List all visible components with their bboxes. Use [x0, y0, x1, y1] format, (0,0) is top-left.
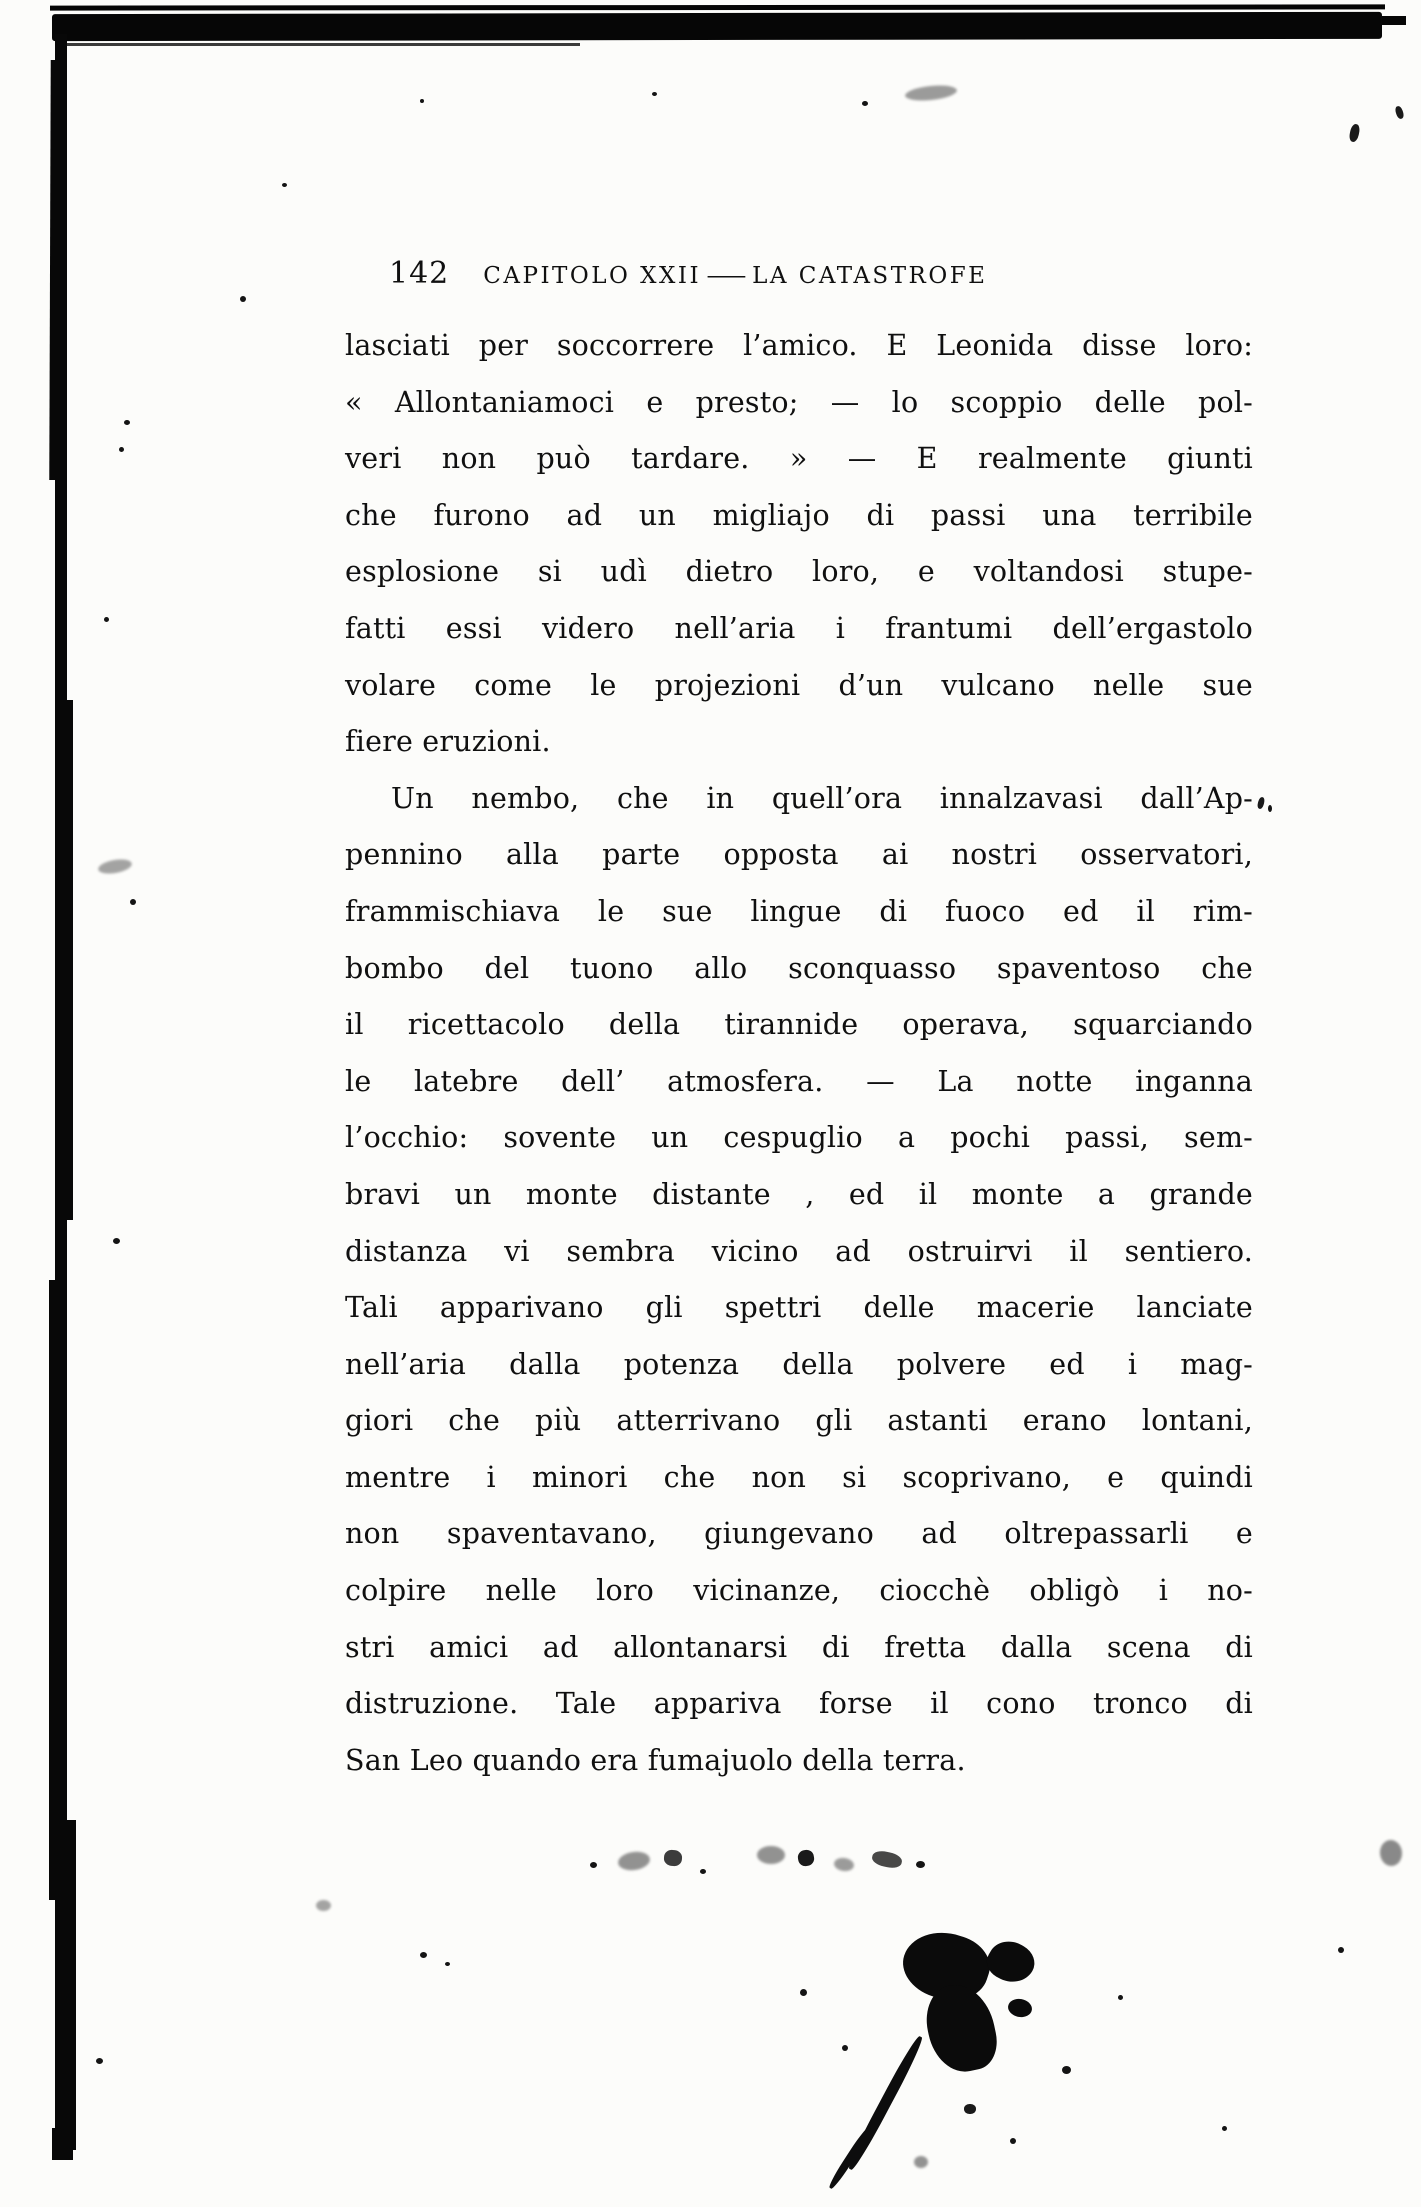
- ink-smudge: [757, 1846, 785, 1864]
- ink-smudge: [1379, 1839, 1403, 1867]
- scan-top-edge-tail: [1382, 16, 1406, 25]
- ink-speck: [445, 1962, 450, 1966]
- ink-speck: [119, 447, 124, 452]
- ink-speck: [1394, 105, 1405, 120]
- ink-speck: [124, 420, 130, 425]
- ink-speck: [282, 183, 287, 187]
- ink-speck: [590, 1862, 597, 1868]
- header-dash: —: [705, 263, 748, 289]
- text-line: che furono ad un migliajo di passi una terribile: [345, 498, 1253, 532]
- ink-speck: [1118, 1995, 1123, 2000]
- ink-speck: [916, 1861, 925, 1868]
- text-line: distanza vi sembra vicino ad ostruirvi il sentiero.: [345, 1234, 1253, 1268]
- ink-smudge: [914, 2156, 928, 2168]
- ink-speck: [862, 101, 868, 106]
- text-line: non spaventavano, giungevano ad oltrepassarli e: [345, 1517, 1253, 1551]
- ink-blot: [981, 1933, 1041, 1991]
- text-line: lasciati per soccorrere l’amico. E Leonida disse loro:: [345, 329, 1253, 362]
- text-line: esplosione si udì dietro loro, e voltandosi stupe-: [345, 555, 1253, 589]
- scan-binding-edge: [52, 2128, 73, 2160]
- text-line: fatti essi videro nell’aria i frantumi dell’ergastolo: [345, 611, 1253, 645]
- ink-speck: [1268, 805, 1272, 812]
- text-line: « Allontaniamoci e presto; — lo scoppio delle pol-: [345, 385, 1253, 419]
- text-line: distruzione. Tale appariva forse il cono tronco di: [345, 1687, 1253, 1721]
- ink-speck: [1010, 2138, 1016, 2144]
- page-number: 142: [389, 256, 450, 291]
- ink-speck: [1257, 796, 1266, 809]
- ink-speck: [420, 99, 424, 103]
- text-line: l’occhio: sovente un cespuglio a pochi passi, sem-: [345, 1121, 1253, 1155]
- ink-speck: [700, 1869, 706, 1874]
- ink-speck: [964, 2104, 976, 2114]
- ink-speck: [1222, 2126, 1227, 2131]
- ink-speck: [652, 92, 657, 96]
- body-text: [345, 318, 1253, 1789]
- text-line: Tali apparivano gli spettri delle macerie lanciate: [345, 1291, 1253, 1325]
- ink-speck: [871, 1849, 903, 1870]
- ink-blot: [1007, 1997, 1034, 2019]
- text-line: le latebre dell’ atmosfera. — La notte inganna: [345, 1064, 1253, 1098]
- ink-speck: [1348, 123, 1361, 142]
- ink-streak: [827, 2126, 873, 2191]
- ink-smudge: [617, 1850, 651, 1872]
- page-header: [345, 256, 1253, 291]
- ink-speck: [800, 1989, 807, 1996]
- scan-binding-edge: [49, 1280, 60, 1900]
- ink-smudge: [904, 83, 957, 102]
- text-line: stri amici ad allontanarsi di fretta dalla scena di: [345, 1630, 1253, 1664]
- scan-top-edge-underline: [60, 43, 580, 46]
- ink-speck: [130, 899, 136, 905]
- text-line: volare come le projezioni d’un vulcano nelle sue: [345, 668, 1253, 702]
- text-line: bravi un monte distante , ed il monte a grande: [345, 1177, 1253, 1211]
- scan-binding-edge: [49, 60, 58, 480]
- scan-binding-edge: [64, 700, 73, 1220]
- text-line: San Leo quando era fumajuolo della terra.: [345, 1743, 966, 1777]
- ink-speck: [663, 1849, 682, 1867]
- scan-top-edge-bar: [52, 12, 1382, 41]
- ink-speck: [842, 2045, 848, 2051]
- text-line: bombo del tuono allo sconquasso spaventoso che: [345, 951, 1253, 985]
- text-line: giori che più atterrivano gli astanti erano lontani,: [345, 1404, 1253, 1438]
- text-line: pennino alla parte opposta ai nostri osservatori,: [345, 838, 1253, 872]
- text-line: colpire nelle loro vicinanze, ciocchè obligò i no-: [345, 1574, 1253, 1608]
- text-line: il ricettacolo della tirannide operava, squarciando: [345, 1008, 1253, 1042]
- ink-speck: [96, 2058, 103, 2064]
- ink-speck: [113, 1238, 120, 1244]
- ink-speck: [240, 296, 246, 302]
- ink-smudge: [316, 1900, 331, 1911]
- scan-top-edge-line: [50, 4, 1385, 10]
- ink-speck: [420, 1952, 427, 1958]
- ink-speck: [797, 1849, 816, 1868]
- scan-binding-edge: [60, 1820, 76, 2150]
- ink-smudge: [97, 857, 133, 876]
- text-line: nell’aria dalla potenza della polvere ed i mag-: [345, 1347, 1253, 1381]
- ink-speck: [1338, 1947, 1344, 1953]
- text-line: Un nembo, che in quell’ora innalzavasi dall’Ap-: [391, 781, 1253, 815]
- chapter-heading: CAPITOLO XXII: [483, 263, 702, 289]
- text-line: fiere eruzioni.: [345, 725, 551, 759]
- text-line: frammischiava le sue lingue di fuoco ed il rim-: [345, 894, 1253, 928]
- ink-smudge: [833, 1857, 855, 1873]
- text-line: veri non può tardare. » — E realmente giunti: [345, 442, 1253, 476]
- ink-speck: [1062, 2066, 1071, 2074]
- ink-speck: [104, 617, 109, 622]
- text-line: mentre i minori che non si scoprivano, e quindi: [345, 1460, 1253, 1494]
- chapter-title: LA CATASTROFE: [752, 263, 988, 289]
